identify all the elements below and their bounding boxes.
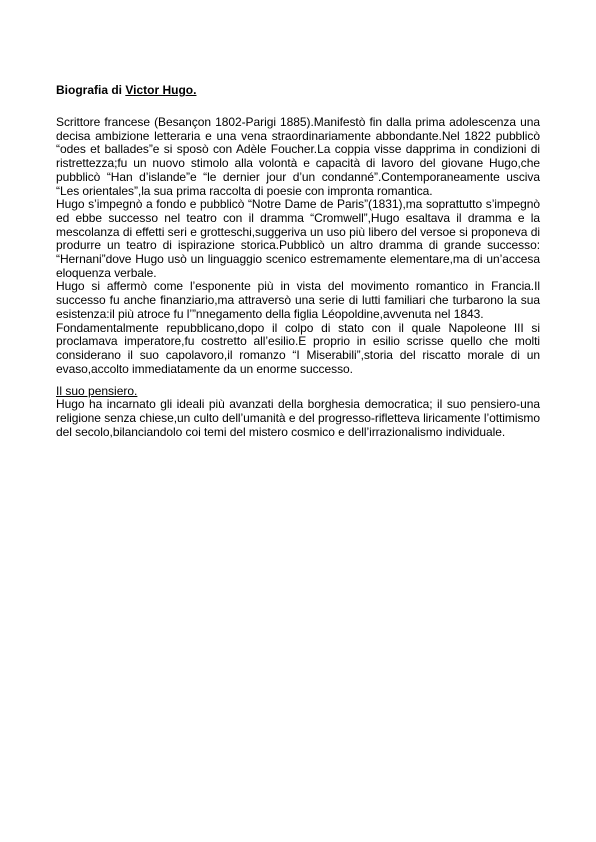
- biography-paragraph-2: Hugo s’impegnò a fondo e pubblicò “Notre Dame de Paris”(1831),ma soprattutto s’impegnò ed ebbe successo nel teatro con il dramma “Cromwell”,Hugo esaltava il dramma e la mescolanza di effetti seri e grotteschi,suggeriva un uso più libero del versoe si proponeva di produrre un teatro di ispirazione storica.Pubblicò un altro dramma di grande successo: “Hernani”dove Hugo usò un linguaggio scenico estremamente elementare,ma di un’accesa eloquenza verbale.: [56, 197, 540, 280]
- title-name: Victor Hugo.: [125, 83, 197, 97]
- biography-paragraph-1: Scrittore francese (Besançon 1802-Parigi 1885).Manifestò fin dalla prima adolescenza una decisa ambizione letteraria e una vena straordinariamente abbondante.Nel 1822 pubblicò “odes et ballades”e si sposò con Adèle Foucher.La coppia visse dapprima in condizioni di ristrettezza;fu un nuovo stimolo alla volontà e capacità di lavoro del giovane Hugo,che pubblicò “Han d’islande”e “le dernier jour d’un condanné”.Contemporaneamente usciva “Les orientales”,la sua prima raccolta di poesie con impronta romantica.: [56, 115, 540, 198]
- biography-paragraph-3: Hugo si affermò come l’esponente più in vista del movimento romantico in Francia.Il successo fu anche finanziario,ma attraversò una serie di lutti familiari che turbarono la sua esistenza:il più atroce fu l’”nnegamento della figlia Léopoldine,avvenuta nel 1843.: [56, 279, 540, 321]
- title-prefix: Biografia di: [56, 83, 126, 97]
- page-title: [56, 83, 540, 97]
- biography-paragraph-4: Fondamentalmente repubblicano,dopo il colpo di stato con il quale Napoleone III si proclamava imperatore,fu costretto all’esilio.E proprio in esilio scrisse quello che molti considerano il suo capolavoro,il romanzo “I Miserabili”,storia del riscatto morale di un evaso,accolto immediatamente da un enorme successo.: [56, 320, 540, 376]
- thought-section-heading: Il suo pensiero.: [56, 384, 138, 399]
- document-page: [56, 83, 540, 439]
- thought-section-paragraph: Hugo ha incarnato gli ideali più avanzati della borghesia democratica; il suo pensiero-una religione senza chiese,un culto dell’umanità e del progresso-rifletteva liricamente l’ottimismo del secolo,bilanciandolo coi temi del mistero cosmico e dell’irrazionalismo individuale.: [56, 397, 540, 439]
